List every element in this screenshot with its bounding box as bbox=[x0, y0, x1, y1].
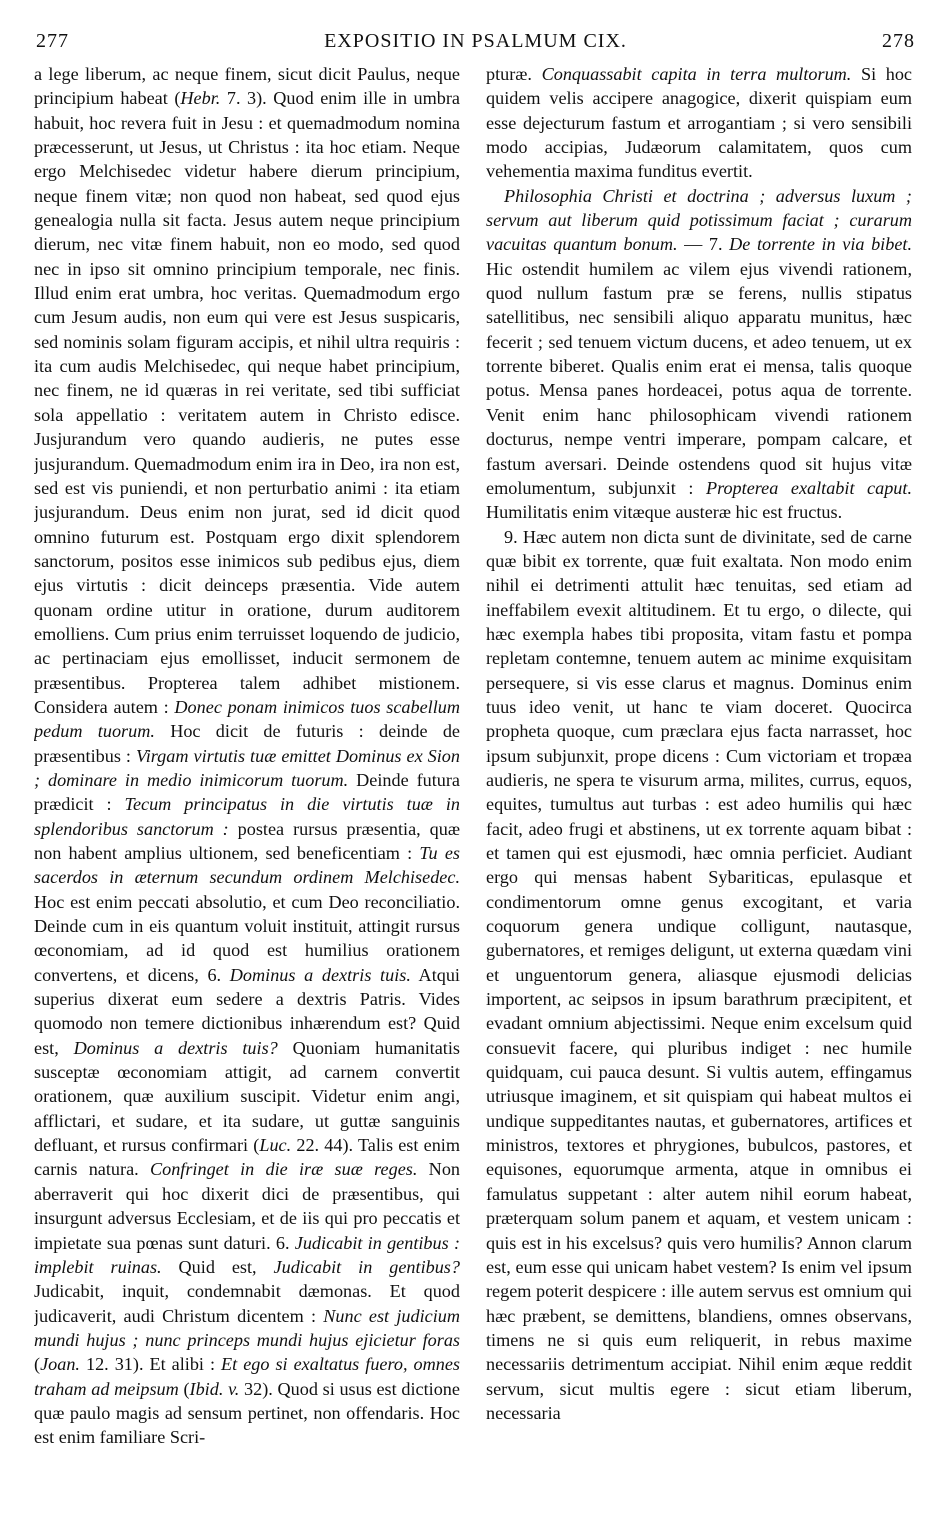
italic-text-run: Dominus a dextris tuis. bbox=[229, 964, 411, 985]
italic-text-run: Tecum principatus in die virtutis tuæ in splendoribus sanctorum : bbox=[34, 794, 460, 839]
paragraph bbox=[486, 184, 912, 525]
italic-text-run: Judicabit in gentibus : implebit ruinas. bbox=[34, 1232, 460, 1277]
text-run: — 7. bbox=[677, 234, 730, 255]
text-run: ( bbox=[34, 1354, 41, 1375]
text-run: Quoniam humanitatis susceptæ œconomiam attigit, ad carnem convertit orationem, quæ auxilium suscipit. Videtur enim angi, afflictari, et sudare, et ita sudare, ut guttæ sanguinis defluant, et rursus confirmari ( bbox=[34, 1037, 460, 1156]
text-run: 22. 44). Talis est enim carnis natura. bbox=[34, 1135, 460, 1180]
text-run: Non aberraverit qui hoc dixerit dici de præsentibus, qui insurgunt adversus Ecclesiam, et de iis qui pro peccatis et impietate sua pœnas sunt daturi. 6. bbox=[34, 1159, 460, 1253]
running-header bbox=[36, 30, 915, 58]
italic-text-run: Philosophia Christi et doctrina ; adversus luxum ; servum aut liberum quid potissimum faciat ; curarum vacuitas quantum bonum. bbox=[486, 185, 912, 255]
text-run: Si hoc quidem velis accipere anagogice, dixerit quispiam eum esse dejecturum fastum et arrogantiam ; si vero sensibili modo accipias, Judæorum calamitatem, quos cum vehementia maxima funditus evertit. bbox=[486, 64, 912, 182]
italic-text-run: Joan. bbox=[40, 1354, 80, 1375]
italic-text-run: Luc. bbox=[259, 1135, 292, 1156]
text-run: 7. 3). Quod enim ille in umbra habuit, hoc revera fuit in Jesu : et quemadmodum nomina præcesserunt, ut Jesus, ut Christus : ita hoc etiam. Neque ergo Melchisedec videtur habere dierum principium, neque finem vitæ; non quod non habeat, sed quod ejus genealogia nulla sit facta. Jesus autem neque principium dierum, nec vitæ finem habuit, non eo modo, sed quod nec in ipso sit omnino principium temporale, nec finis. Illud enim erat umbra, hoc veritas. Quemadmodum ergo cum Jesum audis, non eum qui vere est Jesus suspicaris, sed nominis solam figuram accipis, et nihil ultra requiris : ita cum audis Melchisedec, qui neque habet principium, nec finem, ne id quæras in rei veritate, sed tibi sufficiat sola appellatio : veritatem autem in Christo edisce. Jusjurandum vero quando audieris, ne putes esse jusjurandum. Quemadmodum enim ira in Deo, ira non est, sed est vis puniendi, et non perturbatio animi : ita etiam jusjurandum. Deus enim non jurat, sed id dicit quod omnino futurum est. Postquam ergo dixit splendorem sanctorum, positos esse inimicos sub pedibus ejus, diem ejus virtutis : dicit deinceps præsentia. Vide autem quonam ordine utitur in oratione, durum auditorem emolliens. Cum prius enim terruisset loquendo de judicio, ac pertinaciam ejus emollisset, inducit sermonem de præsentibus. Propterea talem adhibet mistionem. Considera autem : bbox=[34, 88, 460, 717]
italic-text-run: De torrente in via bibet. bbox=[729, 234, 912, 255]
italic-text-run: Et ego si exaltatus fuero, omnes traham ad meipsum bbox=[34, 1354, 460, 1399]
text-run: Hoc est enim peccati absolutio, et cum Deo reconciliatio. Deinde cum in eis quantum voluit instituit, attingit rursus œconomiam, ad id quod est humilius orationem convertens, et dicens, 6. bbox=[34, 891, 460, 985]
left-column-text bbox=[34, 62, 460, 1524]
text-run: Judicabit, inquit, condemnabit dæmonas. Et quod judicaverit, audi Christum dicentem : bbox=[34, 1281, 460, 1326]
italic-text-run: Judicabit in gentibus? bbox=[273, 1256, 460, 1277]
page-number-left: 277 bbox=[36, 30, 69, 52]
text-run: Humilitatis enim vitæque austeræ hic est fructus. bbox=[486, 502, 843, 523]
text-run: ( bbox=[178, 1378, 190, 1399]
italic-text-run: Tu es sacerdos in æternum secundum ordinem Melchisedec. bbox=[34, 843, 460, 888]
text-run: Hic ostendit humilem ac vilem ejus vivendi rationem, quod nullum fastum præ se ferens, nullis stipatus satellitibus, nec sensibili aliquo apparatu munitus, hæc fecerit ; sed tenuem victum ducens, et adeo tenuem, ut ex torrente biberet. Qualis enim erat ei mensa, talis quoque potus. Mensa panes hordeacei, potus aqua de torrente. Venit enim hanc philosophicam vivendi rationem docturus, nempe ventri imperare, pompam calcare, et fastum aversari. Deinde ostendens quod sit hujus vitæ emolumentum, subjunxit : bbox=[486, 258, 912, 498]
text-run: Atqui superius dixerat eum sedere a dextris Patris. Vides quomodo non temere dictionibus inhærendum est? Quid est, bbox=[34, 964, 460, 1058]
running-title: EXPOSITIO IN PSALMUM CIX. bbox=[324, 30, 627, 52]
paragraph bbox=[486, 525, 912, 1426]
italic-text-run: Hebr. bbox=[180, 88, 221, 109]
italic-text-run: Donec ponam inimicos tuos scabellum pedum tuorum. bbox=[34, 696, 460, 742]
italic-text-run: Dominus a dextris tuis? bbox=[73, 1037, 278, 1058]
right-column-text bbox=[486, 62, 912, 1524]
text-run: pturæ. bbox=[486, 64, 542, 84]
paragraph bbox=[486, 62, 912, 184]
text-run: a lege liberum, ac neque finem, sicut dicit Paulus, neque principium habeat ( bbox=[34, 64, 460, 109]
italic-text-run: Ibid. v. bbox=[189, 1378, 240, 1399]
italic-text-run: Nunc est judicium mundi hujus ; nunc princeps mundi hujus ejicietur foras bbox=[34, 1305, 460, 1350]
text-run: Hoc dicit de futuris : deinde de præsentibus : bbox=[34, 721, 460, 766]
italic-text-run: Confringet in die iræ suæ reges. bbox=[149, 1159, 418, 1180]
text-run: postea rursus præsentia, quæ non habent amplius ultionem, sed beneficentiam : bbox=[34, 818, 460, 863]
italic-text-run: Conquassabit capita in terra multorum. bbox=[541, 64, 852, 84]
text-run: Deinde futura prædicit : bbox=[34, 769, 460, 815]
text-run: 32). Quod si usus est dictione quæ paulo magis ad sensum pertinet, non offendaris. Hoc est enim familiare Scri- bbox=[34, 1378, 460, 1448]
italic-text-run: Propterea exaltabit caput. bbox=[705, 477, 912, 498]
italic-text-run: Virgam virtutis tuæ emittet Dominus ex Sion ; dominare in medio inimicorum tuorum. bbox=[34, 745, 460, 790]
paragraph bbox=[34, 62, 460, 1450]
text-run: 12. 31). Et alibi : bbox=[79, 1354, 222, 1375]
text-run: Quid est, bbox=[161, 1256, 274, 1277]
text-run: 9. Hæc autem non dicta sunt de divinitate, sed de carne quæ bibit ex torrente, quæ fuit exaltata. Non modo enim nihil ei detrimenti attulit hæc tenuitas, sed etiam ad ineffabilem evexit altitudinem. Et tu ergo, o dilecte, qui hæc exempla habes tibi proposita, vitam fastu et pompa repletam contemne, tenuem autem ac minime exquisitam persequere, si vis esse clarus et magnus. Dominus enim tuus ideo venit, ut hanc te viam doceret. Quocirca propheta quoque, cum præclara ejus facta narrasset, hoc ipsum subjunxit, prope dicens : Cum victoriam et tropæa audieris, ne spera te visurum arma, milites, currus, equos, equites, tumultus aut turbas : est adeo humilis qui hæc facit, adeo frugi et abstinens, ut ex torrente aquam bibat : et tamen qui est ejusmodi, hæc omnia perficiet. Audiant ergo qui mensas habent Sybariticas, epulasque et condimentorum omne genus excogitant, et varia coquorum genera undique colligunt, nautasque, gubernatores, et remiges deligunt, ut externa quædam vini et unguentorum genera, aliasque ejusmodi delicias importent, ac seipsos in ipsum barathrum præcipitent, et evadant omnium abjectissimi. Neque enim excelsum quid consuevit facere, qui pluribus indiget : nec humile quidquam, cui pauca desunt. Si vultis autem, effingamus utriusque imaginem, et sit quispiam qui habeat multos ei undique suppeditantes nautas, et gubernatores, artifices et ministros, textores et phrygiones, bubulcos, pastores, et equisones, equorumque armenta, atque in omnibus ei famulatus suppetant : alter autem nihil eorum habeat, præterquam solum panem et aquam, et vestem unicam : quis est in his excelsus? quis vero humilis? Annon clarum est, eum esse qui unicam habet vestem? Is enim vel ipsum regem poterit despicere : ille autem servus est omnium qui hæc præbent, se demittens, blandiens, omnes observans, timens ne si quis eum reliquerit, in rebus maxime necessariis detrimentum accipiat. Nihil enim æque reddit servum, sicut multis egere : sicut etiam liberum, necessaria bbox=[486, 526, 912, 1423]
page-number-right: 278 bbox=[882, 30, 915, 52]
